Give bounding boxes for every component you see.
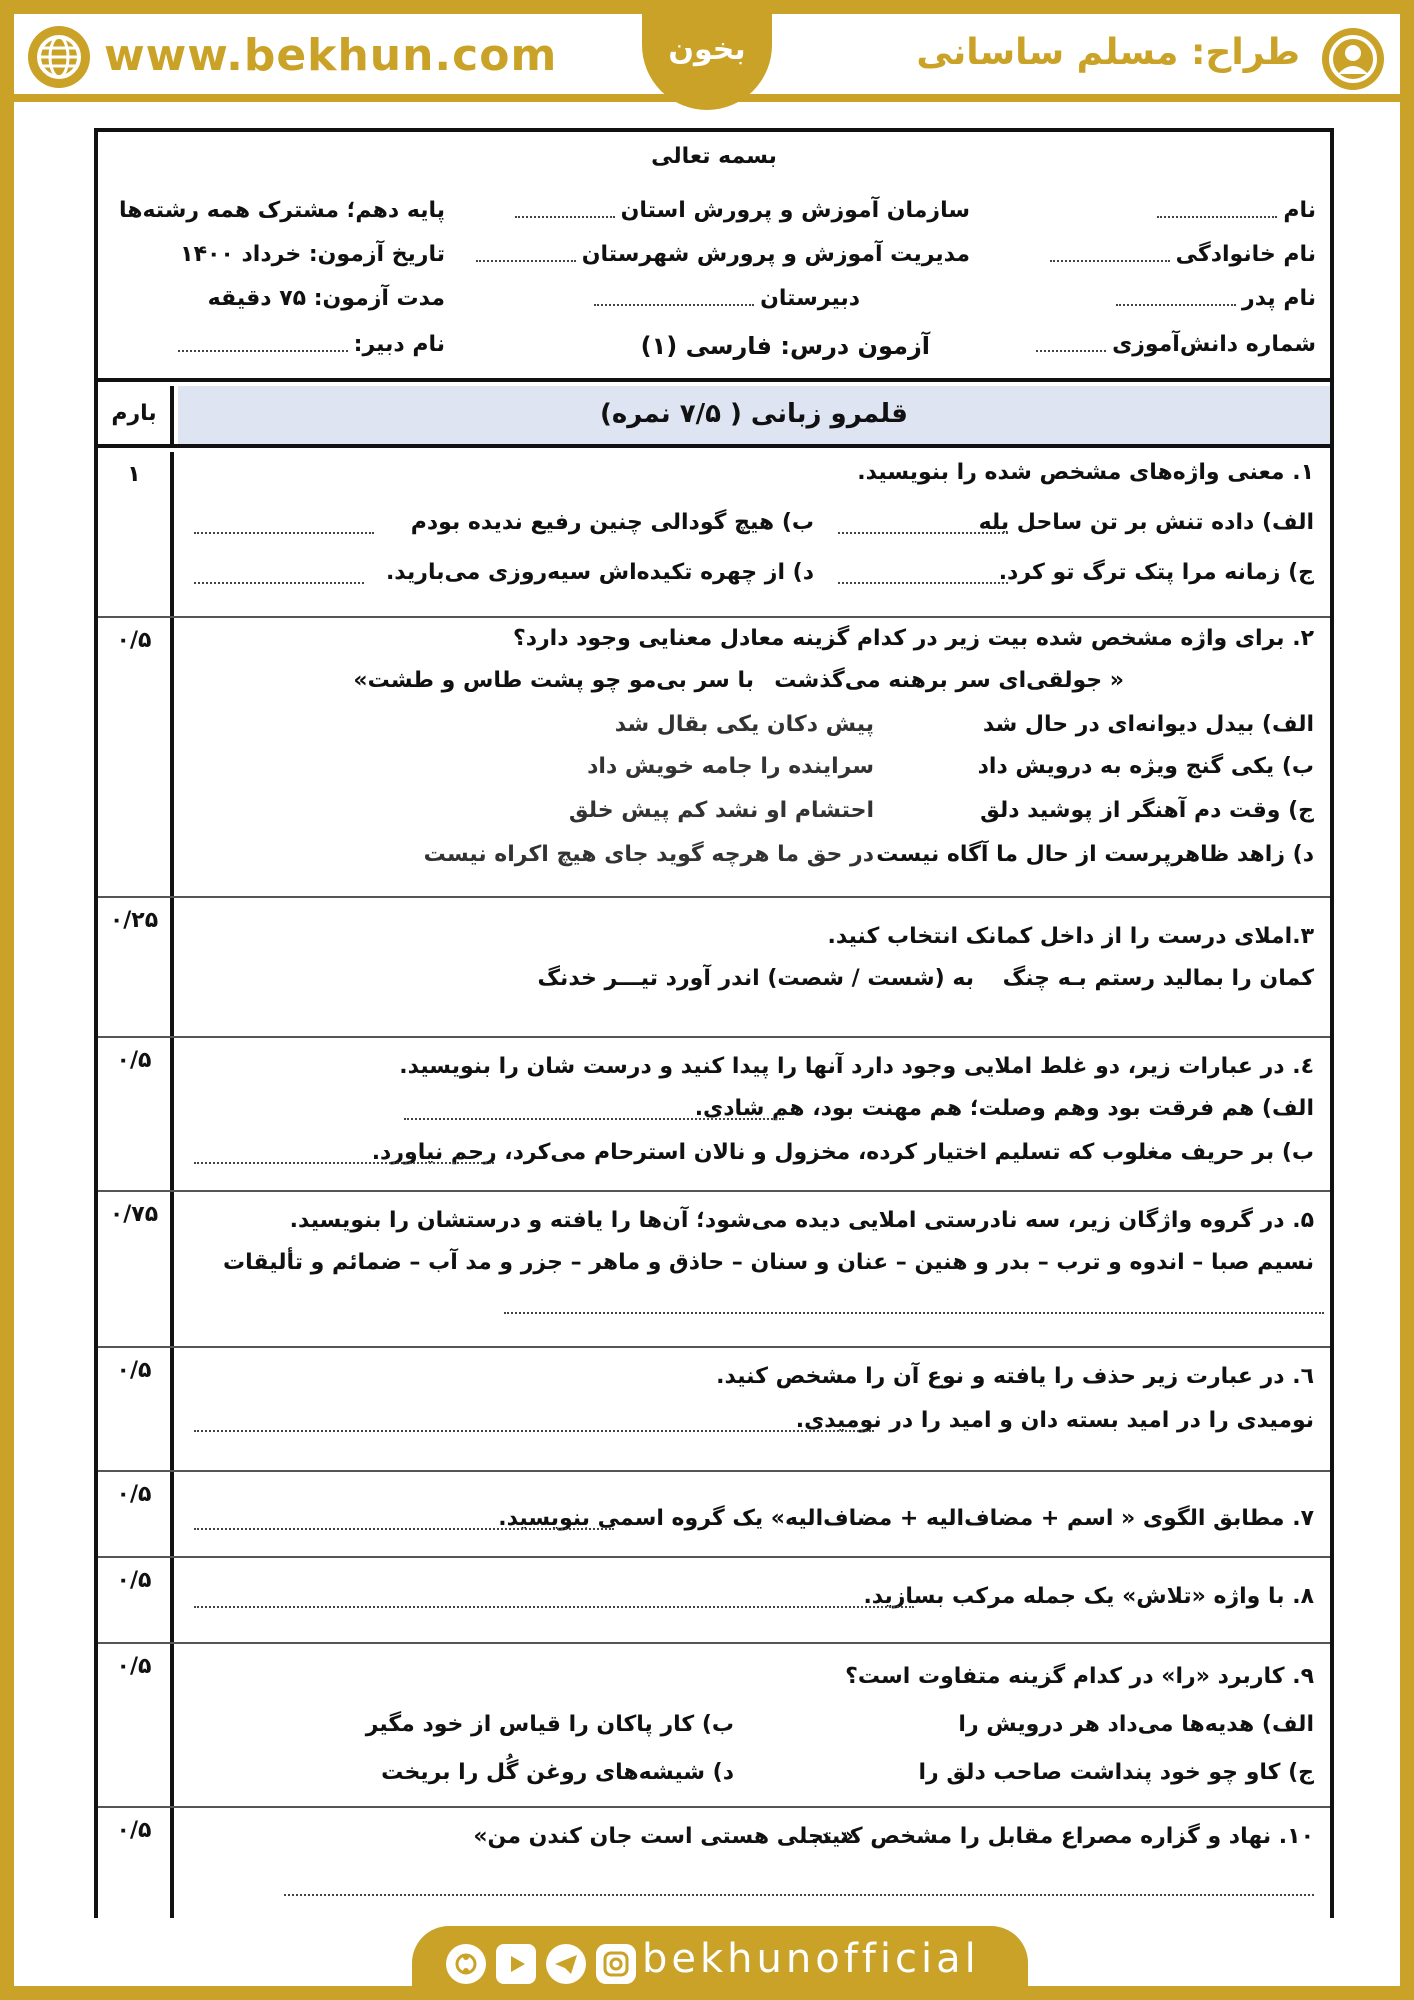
question-score: ۰/۵	[98, 1808, 174, 1918]
student-no-field[interactable]	[1036, 338, 1106, 352]
bismillah: بسمه تعالی	[651, 144, 777, 169]
teacher-label: نام دبیر:	[353, 332, 445, 357]
answer-a[interactable]	[404, 1106, 784, 1120]
item-b: ب) بر حریف مغلوب که تسلیم اختیار کرده، مخزول و نالان استرحام می‌کرد، رحم نیاورد.	[371, 1140, 1314, 1165]
brand-logo-text: بخون	[668, 32, 746, 67]
item-a: الف) هم فرقت بود وهم وصلت؛ هم مهنت بود، هم شادی.	[694, 1096, 1314, 1121]
verse-line-2: با سر بی‌مو چو پشت طاس و طشت»	[353, 668, 754, 693]
option-b[interactable]: ب) کار پاکان را قیاس از خود مگیر	[365, 1712, 734, 1737]
father-field[interactable]	[1116, 292, 1236, 306]
exam-duration: مدت آزمون: ۷۵ دقیقه	[207, 286, 445, 311]
question-4	[98, 1038, 1330, 1192]
verse-line-2[interactable]: به (شست / شصت) اندر آورد تیـــر خدنگ	[537, 966, 974, 991]
school-label: دبیرستان	[760, 286, 860, 311]
designer-name: طراح: مسلم ساسانی	[916, 32, 1300, 73]
question-title: ۵. در گروه واژگان زیر، سه نادرستی املایی دیده می‌شود؛ آن‌ها را یافته و درستشان را بنویسید.	[289, 1208, 1314, 1233]
option-b-1[interactable]: ب) یکی گنج ویژه به درویش داد	[977, 754, 1314, 779]
aparat-icon[interactable]	[446, 1944, 486, 1984]
section-title: قلمرو زبانی ( ۷/۵ نمره)	[178, 386, 1330, 444]
answer-c[interactable]	[838, 570, 1008, 584]
option-c[interactable]: ج) کاو چو خود پنداشت صاحب دلق را	[918, 1760, 1314, 1785]
question-score: ۰/۵	[98, 1558, 174, 1642]
option-a-2: پیش دکان یکی بقال شد	[614, 712, 874, 737]
question-6	[98, 1348, 1330, 1472]
teacher-field[interactable]	[178, 338, 348, 352]
social-handle[interactable]: bekhunofficial	[642, 1936, 980, 1982]
site-url[interactable]: www.bekhun.com	[104, 30, 558, 81]
question-title: ۳.املای درست را از داخل کمانک انتخاب کنید.	[827, 924, 1314, 949]
question-title: ۱. معنی واژه‌های مشخص شده را بنویسید.	[857, 460, 1314, 485]
grade: پایه دهم؛ مشترک همه رشته‌ها	[118, 198, 445, 223]
course-title: آزمون درس: فارسی (۱)	[640, 332, 930, 360]
answer-line[interactable]	[194, 1516, 614, 1530]
verse-quote: « تجلی هستی است جان کندن من»	[473, 1824, 854, 1849]
option-a-1[interactable]: الف) بیدل دیوانه‌ای در حال شد	[982, 712, 1314, 737]
exam-sheet	[94, 128, 1334, 1918]
option-d-1[interactable]: د) زاهد ظاهرپرست از حال ما آگاه نیست	[876, 842, 1314, 867]
instagram-icon[interactable]	[596, 1944, 636, 1984]
student-no-label: شماره دانش‌آموزی	[1112, 332, 1316, 357]
answer-d[interactable]	[194, 570, 364, 584]
answer-b[interactable]	[194, 520, 374, 534]
family-field[interactable]	[1050, 248, 1170, 262]
question-score: ۰/۷۵	[98, 1192, 174, 1346]
item-d: د) از چهره تکیده‌اش سیه‌روزی می‌بارید.	[385, 560, 814, 585]
section-header	[98, 386, 1330, 448]
answer-line[interactable]	[284, 1882, 1314, 1896]
globe-icon[interactable]	[28, 26, 90, 88]
option-d-2: در حق ما هرچه گوید جای هیچ اکراه نیست	[423, 842, 874, 867]
question-score: ۰/۵	[98, 1644, 174, 1806]
question-1	[98, 452, 1330, 618]
item-c: ج) زمانه مرا پتک ترگ تو کرد.	[998, 560, 1314, 585]
question-title: ٤. در عبارات زیر، دو غلط املایی وجود دارد آنها را پیدا کنید و درست شان را بنویسید.	[399, 1054, 1314, 1079]
word-group: نسیم صبا – اندوه و ترب – بدر و هنین – عنان و سنان – حاذق و ماهر – جزر و مد آب – ضمائم و تألیقات	[223, 1250, 1314, 1275]
option-b-2: سراینده را جامه خویش داد	[587, 754, 874, 779]
site-header	[14, 14, 1400, 102]
question-9	[98, 1644, 1330, 1808]
social-footer	[412, 1926, 1028, 2000]
verse-line-1: « جولقی‌ای سر برهنه می‌گذشت	[774, 668, 1124, 693]
city-field[interactable]	[476, 248, 576, 262]
option-c-1[interactable]: ج) وقت دم آهنگر از پوشید دلق	[980, 798, 1314, 823]
answer-line[interactable]	[194, 1594, 914, 1608]
answer-line[interactable]	[504, 1300, 1324, 1314]
question-title: ۸. با واژه «تلاش» یک جمله مرکب بسازید.	[863, 1584, 1314, 1609]
question-3	[98, 898, 1330, 1038]
org-province: سازمان آموزش و پرورش استان	[620, 198, 970, 223]
exam-header	[98, 132, 1330, 382]
user-icon	[1322, 28, 1384, 90]
page	[14, 14, 1400, 1986]
question-5	[98, 1192, 1330, 1348]
question-title: ۹. کاربرد «را» در کدام گزینه متفاوت است؟	[845, 1664, 1314, 1689]
exam-date: تاریخ آزمون: خرداد ۱۴۰۰	[180, 242, 445, 267]
question-score: ۰/۵	[98, 1472, 174, 1556]
province-field[interactable]	[515, 204, 615, 218]
question-7	[98, 1472, 1330, 1558]
verse-line-1: کمان را بمالید رستم بـه چنگ	[1002, 966, 1314, 991]
option-c-2: احتشام او نشد کم پیش خلق	[568, 798, 874, 823]
option-a[interactable]: الف) هدیه‌ها می‌داد هر درویش را	[958, 1712, 1314, 1737]
answer-b[interactable]	[194, 1150, 494, 1164]
brand-logo	[642, 0, 772, 110]
youtube-icon[interactable]	[496, 1944, 536, 1984]
telegram-icon[interactable]	[546, 1944, 586, 1984]
question-title: ۲. برای واژه مشخص شده بیت زیر در کدام گزینه معادل معنایی وجود دارد؟	[512, 626, 1314, 651]
question-title: ۱۰. نهاد و گزاره مصراع مقابل را مشخص کنید.	[810, 1824, 1314, 1849]
question-8	[98, 1558, 1330, 1644]
school-field[interactable]	[594, 292, 754, 306]
question-score: ۰/۵	[98, 1348, 174, 1470]
question-title: ۷. مطابق الگوی « اسم + مضاف‌الیه + مضاف‌الیه» یک گروه اسمی بنویسید.	[498, 1506, 1314, 1531]
question-2	[98, 618, 1330, 898]
item-a: الف) داده تنش بر تن ساحل یله	[978, 510, 1314, 535]
question-score: ۱	[98, 452, 174, 616]
question-score: ۰/۵	[98, 1038, 174, 1190]
question-score: ۰/۵	[98, 618, 174, 896]
question-score: ۰/۲۵	[98, 898, 174, 1036]
answer-line[interactable]	[194, 1418, 874, 1432]
name-field[interactable]	[1157, 204, 1277, 218]
answer-a[interactable]	[838, 520, 1008, 534]
family-label: نام خانوادگی	[1175, 242, 1316, 267]
item-a: نومیدی را در امید بسته دان و امید را در نومیدی.	[795, 1408, 1314, 1433]
org-city: مدیریت آموزش و پرورش شهرستان	[581, 242, 970, 267]
question-10	[98, 1808, 1330, 1918]
father-label: نام پدر	[1242, 286, 1316, 311]
option-d[interactable]: د) شیشه‌های روغن گُل را بریخت	[381, 1760, 734, 1785]
item-b: ب) هیچ گودالی چنین رفیع ندیده بودم	[410, 510, 814, 535]
question-title: ٦. در عبارت زیر حذف را یافته و نوع آن را مشخص کنید.	[716, 1364, 1314, 1389]
name-label: نام	[1283, 198, 1316, 223]
score-column-header: بارم	[98, 386, 174, 444]
